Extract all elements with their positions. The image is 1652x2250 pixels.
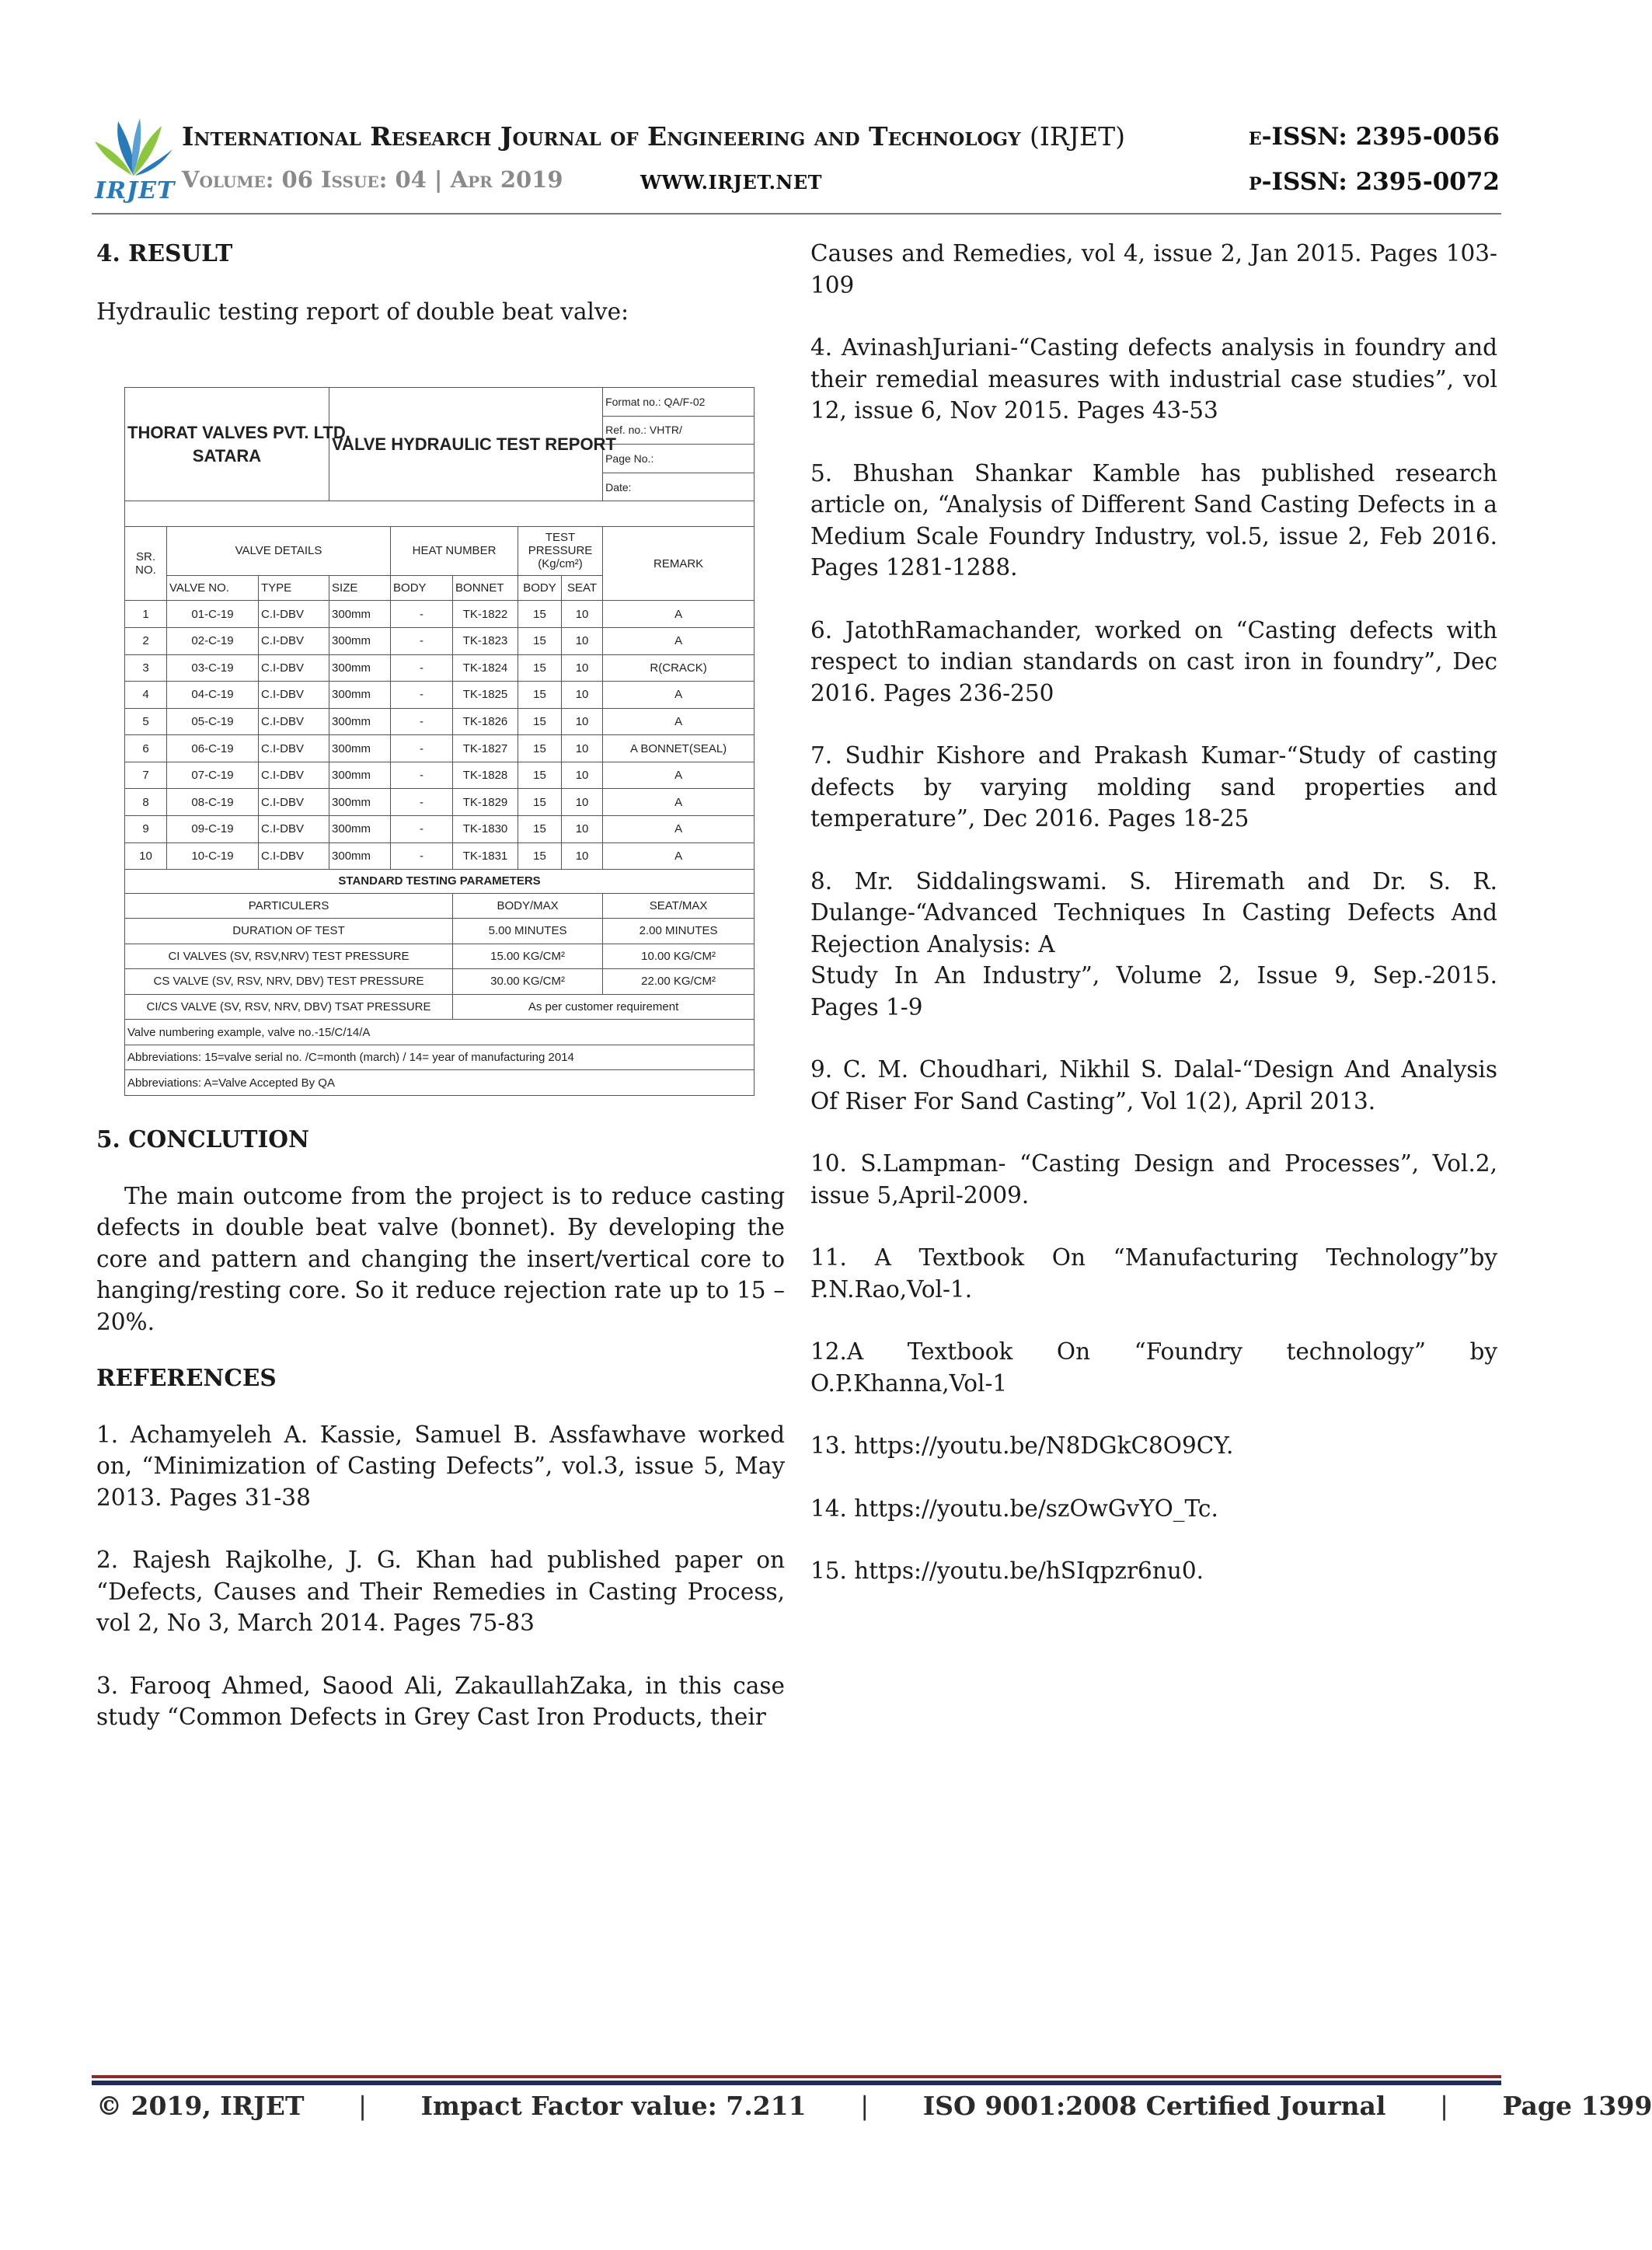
cell-remark: A	[603, 682, 755, 709]
sub-valve-no: VALVE NO.	[167, 575, 259, 601]
cell-bonnet: TK-1822	[453, 601, 518, 628]
col-test-pressure: TEST PRESSURE (Kg/cm²)	[518, 526, 603, 575]
page-footer	[96, 2091, 1652, 2121]
std-testing-heading: STANDARD TESTING PARAMETERS	[125, 870, 755, 894]
ref-no: Ref. no.: VHTR/	[603, 416, 755, 445]
cell-body: -	[391, 815, 453, 842]
cell-remark: A	[603, 762, 755, 789]
std-col-particulars: PARTICULERS	[125, 893, 453, 919]
sub-body: BODY	[391, 575, 453, 601]
param-row	[125, 944, 755, 969]
journal-name: International Research Journal of Engineering and Technology	[182, 121, 1021, 152]
param-name: CS VALVE (SV, RSV, NRV, DBV) TEST PRESSURE	[125, 969, 453, 995]
cell-tp-body: 15	[518, 735, 562, 762]
cell-bonnet: TK-1831	[453, 842, 518, 870]
footer-separator: |	[358, 2091, 368, 2121]
param-body: 5.00 MINUTES	[453, 919, 603, 944]
param-name: CI/CS VALVE (SV, RSV, NRV, DBV) TSAT PRESSURE	[125, 994, 453, 1020]
reference-link[interactable]: 15. https://youtu.be/hSIqpzr6nu0.	[810, 1558, 1204, 1584]
cell-body: -	[391, 735, 453, 762]
reference-item: 5. Bhushan Shankar Kamble has published research article on, “Analysis of Different Sand Casting Defects in a Medium Scale Foundry Industry, vol.5, issue 2, Feb 2016. Pages 1281-1288.	[810, 459, 1497, 581]
cell-remark: A BONNET(SEAL)	[603, 735, 755, 762]
volume-issue: Volume: 06 Issue: 04 | Apr 2019	[182, 166, 563, 193]
cell-bonnet: TK-1823	[453, 628, 518, 655]
cell-remark: A	[603, 628, 755, 655]
reference-link[interactable]: 14. https://youtu.be/szOwGvYO_Tc.	[810, 1495, 1218, 1522]
table-row	[125, 842, 755, 870]
report-date: Date:	[603, 473, 755, 501]
table-row	[125, 735, 755, 762]
cell-tp-seat: 10	[562, 654, 603, 682]
table-row	[125, 708, 755, 735]
company-line1: THORAT VALVES PVT. LTD.	[127, 422, 350, 442]
leaf-logo-icon	[92, 115, 176, 179]
numbering-note: Valve numbering example, valve no.-15/C/14/A	[125, 1020, 755, 1045]
cell-size: 300mm	[329, 708, 391, 735]
std-col-body-max: BODY/MAX	[453, 893, 603, 919]
cell-sr: 3	[125, 654, 167, 682]
spacer-row	[125, 501, 755, 527]
company-line2: SATARA	[192, 445, 262, 466]
sub-tp-body: BODY	[518, 575, 562, 601]
cell-type: C.I-DBV	[259, 735, 329, 762]
cell-type: C.I-DBV	[259, 842, 329, 870]
cell-remark: A	[603, 601, 755, 628]
e-issn: e-ISSN: 2395-0056	[1248, 123, 1500, 151]
cell-size: 300mm	[329, 815, 391, 842]
reference-item: 3. Farooq Ahmed, Saood Ali, ZakaullahZaka, in this case study “Common Defects in Grey Cast Iron Products, their	[96, 1672, 785, 1730]
sub-size: SIZE	[329, 575, 391, 601]
reference-item: 12.A Textbook On “Foundry technology” by O.P.Khanna,Vol-1	[810, 1338, 1497, 1397]
cell-tp-seat: 10	[562, 762, 603, 789]
conclusion-heading: 5. CONCLUTION	[96, 1125, 309, 1153]
sub-bonnet: BONNET	[453, 575, 518, 601]
abbreviation-note-1: Abbreviations: 15=valve serial no. /C=month (march) / 14= year of manufacturing 2014	[125, 1045, 755, 1070]
cell-remark: R(CRACK)	[603, 654, 755, 682]
table-row	[125, 815, 755, 842]
col-remark: REMARK	[603, 526, 755, 601]
cell-sr: 2	[125, 628, 167, 655]
cell-type: C.I-DBV	[259, 601, 329, 628]
cell-size: 300mm	[329, 601, 391, 628]
cell-type: C.I-DBV	[259, 762, 329, 789]
footer-iso: ISO 9001:2008 Certified Journal	[922, 2091, 1386, 2121]
logo-text: IRJET	[95, 177, 176, 204]
cell-valve-no: 05-C-19	[167, 708, 259, 735]
cell-tp-seat: 10	[562, 601, 603, 628]
cell-bonnet: TK-1829	[453, 789, 518, 816]
page-header	[92, 115, 1500, 211]
param-row	[125, 919, 755, 944]
cell-sr: 10	[125, 842, 167, 870]
cell-tp-body: 15	[518, 815, 562, 842]
cell-valve-no: 09-C-19	[167, 815, 259, 842]
cell-bonnet: TK-1828	[453, 762, 518, 789]
cell-tp-body: 15	[518, 682, 562, 709]
cell-bonnet: TK-1825	[453, 682, 518, 709]
table-row	[125, 682, 755, 709]
cell-remark: A	[603, 708, 755, 735]
table-row	[125, 789, 755, 816]
cell-size: 300mm	[329, 654, 391, 682]
cell-body: -	[391, 708, 453, 735]
footer-impact-factor: Impact Factor value: 7.211	[420, 2091, 807, 2121]
journal-abbr: (IRJET)	[1030, 121, 1125, 152]
cell-size: 300mm	[329, 789, 391, 816]
cell-body: -	[391, 628, 453, 655]
cell-size: 300mm	[329, 682, 391, 709]
table-row	[125, 762, 755, 789]
cell-tp-body: 15	[518, 708, 562, 735]
format-no: Format no.: QA/F-02	[603, 388, 755, 417]
right-column	[810, 238, 1497, 1618]
param-seat: 2.00 MINUTES	[603, 919, 755, 944]
header-divider	[92, 213, 1501, 215]
conclusion-text: The main outcome from the project is to reduce casting defects in double beat valve (bonnet). By developing the core and pattern and changing the insert/vertical core to hanging/resting core. So it reduce rejection rate up to 15 – 20%.	[96, 1182, 785, 1335]
col-valve-details: VALVE DETAILS	[167, 526, 391, 575]
cell-tp-body: 15	[518, 628, 562, 655]
cell-valve-no: 01-C-19	[167, 601, 259, 628]
reference-item: 10. S.Lampman- “Casting Design and Processes”, Vol.2, issue 5,April-2009.	[810, 1150, 1497, 1209]
cell-valve-no: 07-C-19	[167, 762, 259, 789]
cell-body: -	[391, 842, 453, 870]
cell-bonnet: TK-1830	[453, 815, 518, 842]
sub-type: TYPE	[259, 575, 329, 601]
references-heading: REFERENCES	[96, 1364, 277, 1391]
cell-type: C.I-DBV	[259, 708, 329, 735]
cell-bonnet: TK-1827	[453, 735, 518, 762]
sub-tp-seat: SEAT	[562, 575, 603, 601]
journal-website[interactable]: WWW.IRJET.NET	[640, 171, 823, 194]
footer-page-number: Page 1399	[1502, 2091, 1652, 2121]
cell-remark: A	[603, 789, 755, 816]
param-value: As per customer requirement	[453, 994, 755, 1020]
left-column-lower	[96, 1124, 785, 1764]
cell-sr: 8	[125, 789, 167, 816]
col-sr-no: SR. NO.	[125, 526, 167, 601]
cell-tp-body: 15	[518, 601, 562, 628]
reference-link[interactable]: 13. https://youtu.be/N8DGkC8O9CY.	[810, 1432, 1234, 1459]
result-caption: Hydraulic testing report of double beat valve:	[96, 298, 629, 325]
cell-size: 300mm	[329, 628, 391, 655]
cell-tp-body: 15	[518, 762, 562, 789]
abbreviation-note-2: Abbreviations: A=Valve Accepted By QA	[125, 1070, 755, 1096]
cell-tp-seat: 10	[562, 789, 603, 816]
cell-tp-seat: 10	[562, 842, 603, 870]
cell-type: C.I-DBV	[259, 815, 329, 842]
param-row	[125, 994, 755, 1020]
left-column	[96, 238, 785, 327]
table-row	[125, 628, 755, 655]
cell-body: -	[391, 762, 453, 789]
cell-tp-body: 15	[518, 842, 562, 870]
cell-body: -	[391, 654, 453, 682]
hydraulic-test-report-table	[124, 387, 754, 1096]
param-seat: 10.00 KG/CM²	[603, 944, 755, 969]
col-heat-number: HEAT NUMBER	[391, 526, 518, 575]
cell-type: C.I-DBV	[259, 682, 329, 709]
param-name: DURATION OF TEST	[125, 919, 453, 944]
table-row	[125, 601, 755, 628]
cell-sr: 9	[125, 815, 167, 842]
cell-body: -	[391, 601, 453, 628]
footer-rule-red	[92, 2075, 1501, 2078]
param-name: CI VALVES (SV, RSV,NRV) TEST PRESSURE	[125, 944, 453, 969]
cell-sr: 7	[125, 762, 167, 789]
cell-sr: 6	[125, 735, 167, 762]
cell-size: 300mm	[329, 762, 391, 789]
cell-sr: 5	[125, 708, 167, 735]
cell-type: C.I-DBV	[259, 654, 329, 682]
footer-rule-navy	[92, 2081, 1501, 2085]
company-name	[125, 388, 350, 501]
param-row	[125, 969, 755, 995]
journal-title	[182, 121, 1125, 152]
reference-item-8-line1: 8. Mr. Siddalingswami. S. Hiremath and Dr. S. R. Dulange-“Advanced Techniques In Casting Defects And Rejection Analysis: A	[810, 867, 1497, 958]
cell-tp-seat: 10	[562, 682, 603, 709]
reference-item: 4. AvinashJuriani-“Casting defects analysis in foundry and their remedial measures with industrial case studies”, vol 12, issue 6, Nov 2015. Pages 43-53	[810, 334, 1497, 424]
report-title: VALVE HYDRAULIC TEST REPORT	[329, 388, 603, 501]
cell-size: 300mm	[329, 735, 391, 762]
cell-valve-no: 06-C-19	[167, 735, 259, 762]
reference-item-8-line2: Study In An Industry”, Volume 2, Issue 9, Sep.-2015. Pages 1-9	[810, 962, 1497, 1020]
cell-valve-no: 04-C-19	[167, 682, 259, 709]
cell-tp-seat: 10	[562, 628, 603, 655]
cell-body: -	[391, 789, 453, 816]
cell-valve-no: 10-C-19	[167, 842, 259, 870]
footer-separator: |	[1439, 2091, 1449, 2121]
reference-continuation: Causes and Remedies, vol 4, issue 2, Jan 2015. Pages 103-109	[810, 240, 1497, 298]
cell-sr: 1	[125, 601, 167, 628]
cell-valve-no: 02-C-19	[167, 628, 259, 655]
cell-tp-seat: 10	[562, 708, 603, 735]
param-body: 15.00 KG/CM²	[453, 944, 603, 969]
param-seat: 22.00 KG/CM²	[603, 969, 755, 995]
reference-item: 11. A Textbook On “Manufacturing Technology”by P.N.Rao,Vol-1.	[810, 1244, 1497, 1303]
footer-copyright: © 2019, IRJET	[96, 2091, 305, 2121]
table-row	[125, 654, 755, 682]
cell-tp-seat: 10	[562, 815, 603, 842]
cell-remark: A	[603, 815, 755, 842]
cell-valve-no: 08-C-19	[167, 789, 259, 816]
reference-item: 6. JatothRamachander, worked on “Casting defects with respect to indian standards on cast iron in foundry”, Dec 2016. Pages 236-250	[810, 616, 1497, 706]
p-issn: p-ISSN: 2395-0072	[1249, 168, 1500, 196]
cell-bonnet: TK-1824	[453, 654, 518, 682]
result-heading: 4. RESULT	[96, 239, 233, 267]
std-col-seat-max: SEAT/MAX	[603, 893, 755, 919]
irjet-logo	[92, 115, 176, 207]
cell-sr: 4	[125, 682, 167, 709]
footer-separator: |	[860, 2091, 870, 2121]
cell-bonnet: TK-1826	[453, 708, 518, 735]
cell-body: -	[391, 682, 453, 709]
cell-valve-no: 03-C-19	[167, 654, 259, 682]
reference-item: 1. Achamyeleh A. Kassie, Samuel B. Assfawhave worked on, “Minimization of Casting Defects”, vol.3, issue 5, May 2013. Pages 31-38	[96, 1421, 785, 1511]
cell-size: 300mm	[329, 842, 391, 870]
cell-type: C.I-DBV	[259, 628, 329, 655]
cell-remark: A	[603, 842, 755, 870]
page-no: Page No.:	[603, 445, 755, 473]
cell-tp-seat: 10	[562, 735, 603, 762]
param-body: 30.00 KG/CM²	[453, 969, 603, 995]
reference-item: 7. Sudhir Kishore and Prakash Kumar-“Study of casting defects by varying molding sand properties and temperature”, Dec 2016. Pages 18-25	[810, 742, 1497, 832]
reference-item: 9. C. M. Choudhari, Nikhil S. Dalal-“Design And Analysis Of Riser For Sand Casting”, Vol 1(2), April 2013.	[810, 1056, 1497, 1115]
cell-tp-body: 15	[518, 789, 562, 816]
cell-tp-body: 15	[518, 654, 562, 682]
cell-type: C.I-DBV	[259, 789, 329, 816]
reference-item: 2. Rajesh Rajkolhe, J. G. Khan had published paper on “Defects, Causes and Their Remedies in Casting Process, vol 2, No 3, March 2014. Pages 75-83	[96, 1547, 785, 1636]
